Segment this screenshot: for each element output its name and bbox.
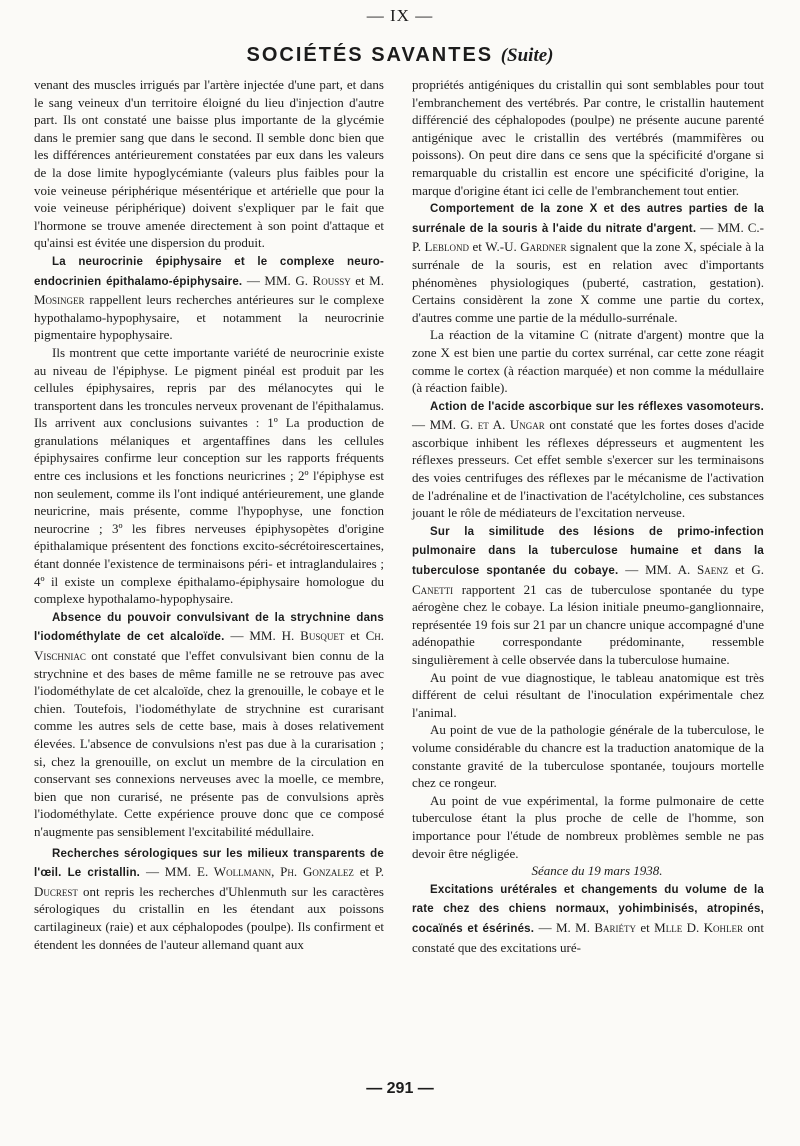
section-authors: P. Ducrest (34, 864, 385, 899)
seance-date: Séance du 19 mars 1938. (531, 863, 663, 879)
paragraph: Au point de vue expérimental, la forme pulmonaire de cette tuberculose étant la plus proche de celle de l'homme, son importance pour l'étude de nombreux problèmes semble ne pas devoir être négligée. (412, 792, 764, 861)
section-neurocrinie (34, 252, 384, 344)
section-title: Excitations urétérales et changements du volume de la rate chez des chiens normaux, yohimbinisés, atropinés, cocaïnés et ésérinés. (412, 883, 764, 935)
paragraph: La réaction de la vitamine C (nitrate d'argent) montre que la zone X est bien une partie du cortex surrénal, car cette zone réagit comme le cortex (à réaction marquée) et non comme la médullaire (à réaction faible). (412, 327, 764, 396)
running-head (0, 44, 800, 67)
page-number: — 291 — (366, 1080, 434, 1097)
section-strychnine (34, 608, 384, 841)
section-cristallin (34, 844, 384, 954)
section-title: La neurocrinie épiphysaire et le complexe neuro-endocrinien épithalamo-épiphysaire. (34, 255, 384, 288)
paragraph: Ils montrent que cette importante variété de neurocrinie existe au niveau de l'épiphyse. Le pigment pinéal est produit par les cellules épiphysaires, repris par des mélanocytes qui le transportent dans les troncules nerveux provenant de l'épithalamus. Ils arrivent aux conclusions suivantes : 1º La production de granulations mélaniques et argentaffines dans les cellules épiphysaires confirme leur conception sur les rapports fréquents entre ces inclusions et les fonctions neuricrines ; 2º l'épiphyse est non seulement, comme ils l'ont indiqué antérieurement, une glande neuricrine, mais présente, comme l'hypophyse, une fonction neurocrine ; 3º les fibres nerveuses épiphysopètes d'origine épithalamique présentent des fonctions excito-sécrétoirescertaines, étant donnée l'existence de terminaisons péri- et intraglandulaires ; 4º il existe un complexe épithalamo-épiphysaire homologue du complexe hypothalamo-hypophysaire. (34, 344, 384, 607)
right-column (412, 76, 764, 956)
paragraph: propriétés antigéniques du cristallin qui sont semblables pour tout l'embranchement des vertébrés. Par contre, le cristallin hautement différencié des céphalopodes (poulpe) ne présente aucune parenté antigénique avec le cristallin des vertébrés (mammifères ou poissons). On peut dire dans ce sens que la spécificité d'organe si remarquable du cristallin est encore une spécificité d'origine, la marque d'origine étant ici celle de l'embranchement tout entier. (412, 77, 764, 198)
section-excitations-ureterales (412, 880, 764, 956)
section-text: rapportent 21 cas de tuberculose spontanée du type aérogène chez le cobaye. La lésion initiale pneumo-ganglionnaire, représentée 19 fois sur 21 par un chancre unique accompagné d'une adénopathie correspondante prédominante, ressemble singulièrement à celle observée dans la tuberculose humaine. (412, 581, 764, 667)
section-authors: W.-U. Gardner (485, 239, 567, 255)
paragraph: venant des muscles irrigués par l'artère injectée d'une part, et dans le sang veineux d'un territoire éloigné du lieu d'injection d'autre part. Ils ont constaté une baisse plus importante de la glycémie dans le premier sang que dans le second. Il semble donc bien que les différences antérieurement constatées par eux dans les valeurs de la dose limite hypoglycémiante (valeurs plus faibles pour la voie veineuse périphérique mésentérique et artérielle que pour la voie veineuse périphérique) doivent s'expliquer par le fait que l'hormone se trouve amenée directement à son point d'attaque et qu'ainsi est évitée une dispersion du produit. (34, 77, 384, 251)
section-text: et M. (355, 272, 384, 288)
section-text: signalent que la zone X, spéciale à la surrénale de la souris, est en relation avec d'importants phénomènes physiologiques (puberté, castration, gestation). Certains considèrent la zone X comme une partie du cortex, d'autres comme une partie de la médullo-surrénale. (412, 239, 765, 325)
section-acide-ascorbique (412, 397, 764, 522)
section-title: Action de l'acide ascorbique sur les réflexes vasomoteurs. (430, 400, 764, 413)
section-tuberculose (412, 522, 764, 669)
section-zone-x (412, 199, 764, 326)
section-text: rappellent leurs recherches antérieures sur le complexe hypothalamo-hypophysaire, et notamment la neurocrinie pigmentaire hypophysaire. (34, 292, 384, 343)
paragraph: Au point de vue diagnostique, le tableau anatomique est très différent de celui résultant de l'inoculation expérimentale chez l'animal. (412, 669, 764, 720)
section-authors: — MM. E. Wollmann, Ph. Gonzalez (145, 864, 354, 880)
section-text: et (735, 562, 745, 578)
left-column (34, 76, 384, 953)
section-authors: Ch. Vischniac (34, 628, 385, 663)
section-text: et (350, 628, 360, 644)
section-title: Sur la similitude des lésions de primo-infection pulmonaire dans la tuberculose humaine et dans la tuberculose spontanée du cobaye. (412, 525, 764, 578)
roman-page-number: — IX — (366, 6, 434, 25)
section-text: ont constaté que l'effet convulsivant bien connu de la strychnine et des bases de même famille ne se retrouve pas avec l'iodométhylate de cet alcaloïde, chez la grenouille, le cobaye et le chien. Toutefois, l'iodométhylate de strychnine est curarisant comme les autres sels de cette base, mais à doses relativement élevées. L'absence de convulsions n'est pas due à la curarisation ; si, chez la grenouille, on exclut un membre de la circulation en conservant ses connexions nerveuses avec la moelle, ce membre, bien que non curarisé, ne présente pas de convulsions après l'iodométhylate. Cette expérience prouve donc que ce composé n'augmente pas sensiblement l'excitabilité médullaire. (34, 648, 384, 839)
section-title: Recherches sérologiques sur les milieux transparents de l'œil. Le cristallin. (34, 847, 384, 880)
running-head-suite: (Suite) (500, 45, 554, 66)
section-text: ont constaté que des excitations uré- (412, 919, 765, 955)
section-text: et (359, 864, 370, 880)
section-text: et (472, 239, 482, 255)
section-authors: — MM. G. et A. Ungar (412, 417, 545, 433)
section-authors: G. Canetti (412, 562, 765, 597)
section-authors: — MM. G. Roussy (246, 272, 351, 288)
section-text: ont repris les recherches d'Uhlenmuth sur les caractères sérologiques du cristallin en les étendant aux poissons cartilagineux (raie) et aux céphalopodes (poulpe). Ils confirment et étendent les données de l'auteur allemand quant aux (34, 883, 384, 952)
paragraph: Au point de vue de la pathologie générale de la tuberculose, le volume considérable du chancre est la traduction anatomique de la constante gravité de la tuberculose spontanée, toujours mortelle chez ce rongeur. (412, 722, 764, 791)
section-text: et (640, 919, 650, 935)
section-title: Comportement de la zone X et des autres parties de la surrénale de la souris à l'aide du nitrate d'argent. (412, 203, 764, 235)
section-authors: Mlle D. Kohler (654, 919, 744, 935)
section-authors: — MM. H. Busquet (230, 628, 345, 644)
section-authors: — MM. C.-P. Leblond (412, 219, 764, 255)
section-text: ont constaté que les fortes doses d'acide ascorbique inhibent les réflexes dépresseurs et augmentent les réflexes presseurs. Cet effet semble s'exercer sur les terminaisons des voies centrifuges des réflexes par le mécanisme de l'activation de l'adrénaline et de l'inactivation de l'acétylcholine, ces substances jouant le rôle de médiateurs de l'excitation nerveuse. (412, 417, 765, 521)
section-title: Absence du pouvoir convulsivant de la strychnine dans l'iodométhylate de cet alcaloïde. (34, 611, 384, 644)
section-authors: — MM. A. Saenz (625, 562, 729, 578)
section-authors: — M. M. Bariéty (538, 919, 636, 935)
section-authors: Mosinger (34, 292, 85, 308)
running-head-title: SOCIÉTÉS SAVANTES (246, 44, 494, 66)
